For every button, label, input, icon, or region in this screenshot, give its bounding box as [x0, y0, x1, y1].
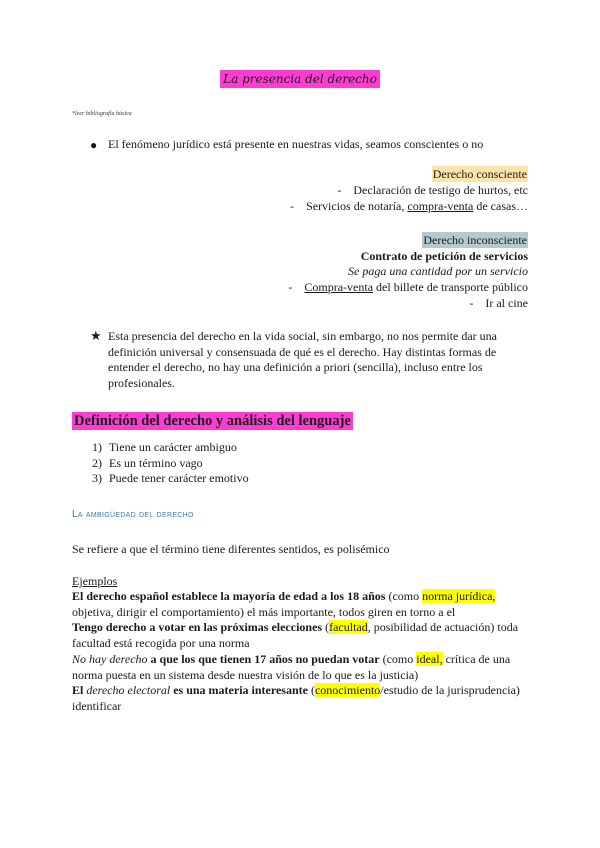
bullet-dot: ● — [90, 138, 98, 152]
dash: - — [288, 280, 305, 294]
dash: - — [290, 199, 307, 213]
example-4: El derecho electoral es una materia interesante (conocimiento/estudio de la jurisprudencia) identificar — [72, 683, 520, 713]
unconscious-item-2: - Ir al cine — [469, 296, 528, 310]
example-1: El derecho español establece la mayoría de edad a los 18 años (como norma jurídica, objetiva, dirigir el comportamiento) el más importante, todos giren en torno a el — [72, 589, 496, 619]
intro-bullet-text: El fenómeno jurídico está presente en nuestras vidas, seamos conscientes o no — [108, 137, 484, 151]
unconscious-italic-line: Se paga una cantidad por un servicio — [348, 264, 528, 278]
conscious-label: Derecho consciente — [432, 167, 527, 181]
example-3: No hay derecho a que los que tienen 17 años no puedan votar (como ideal, crítica de una norma puesta en un sistema desde nuestra visión de lo que es la justicia) — [72, 652, 511, 682]
unconscious-label: Derecho inconsciente — [423, 233, 527, 247]
conscious-item-2: - Servicios de notaría, compra-venta de casas… — [290, 199, 528, 213]
page-title: La presencia del derecho — [0, 72, 600, 86]
unconscious-item-1: - Compra-venta del billete de transporte público — [288, 280, 528, 294]
examples-label: Ejemplos — [72, 574, 118, 588]
section-heading: Definición del derecho y análisis del lenguaje — [74, 413, 351, 429]
dash: - — [469, 296, 486, 310]
star-paragraph: Esta presencia del derecho en la vida social, sin embargo, no nos permite dar una definición universal y consensuada de qué es el derecho. Hay distintas formas de entender el derecho, no hay una definición a priori (sencilla), incluso entre los profesionales. — [108, 329, 497, 390]
dash: - — [337, 183, 354, 197]
list-item: 2) Es un término vago — [92, 455, 203, 470]
list-item: 3) Puede tener carácter emotivo — [92, 471, 249, 485]
features-list — [92, 440, 249, 487]
unconscious-bold-line: Contrato de petición de servicios — [360, 249, 528, 263]
conscious-item-1: - Declaración de testigo de hurtos, etc — [337, 183, 528, 197]
list-item: 1) Tiene un carácter ambiguo — [92, 440, 237, 454]
star-icon: ★ — [90, 328, 102, 343]
subsection-heading: La ambigüedad del derecho — [72, 509, 194, 520]
ambiguity-text: Se refiere a que el término tiene diferentes sentidos, es polisémico — [72, 542, 390, 556]
example-2: Tengo derecho a votar en las próximas elecciones (facultad, posibilidad de actuación) toda facultad está recogida por una norma — [72, 620, 519, 650]
bibliography-note: *leer bibliografía básica — [72, 111, 132, 117]
